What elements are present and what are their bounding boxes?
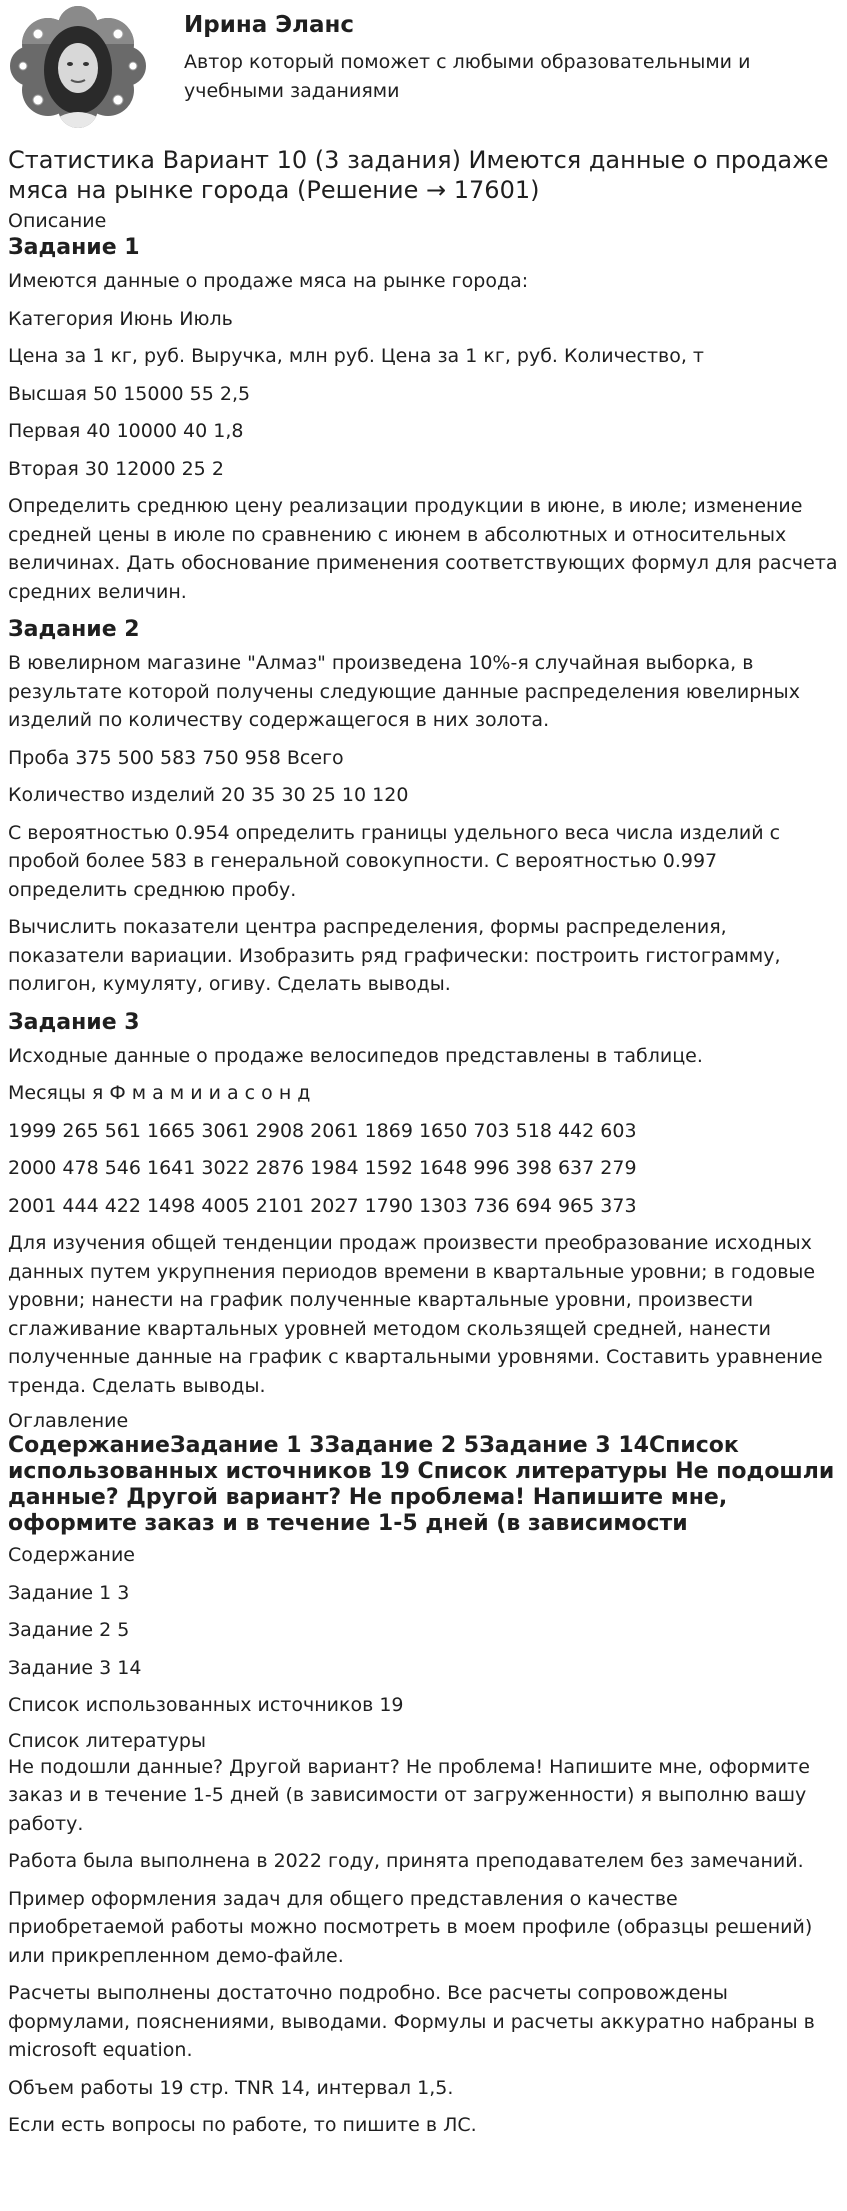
toc-item: Список использованных источников 19 — [8, 1694, 404, 1716]
task-paragraph: 2000 478 546 1641 3022 2876 1984 1592 1648 996 398 637 279 — [8, 1157, 637, 1179]
task-paragraph: Вычислить показатели центра распределения, формы распределения, показатели вариации. Изобразить ряд графически: построить гистограмму, полигон, кумуляту, огиву. Сделать выводы. — [8, 916, 781, 995]
task-paragraph: В ювелирном магазине "Алмаз" произведена 10%-я случайная выборка, в результате которой получены следующие данные распределения ювелирных изделий по количеству содержащегося в них золота. — [8, 652, 800, 731]
literature-label: Список литературы — [8, 1729, 206, 1752]
page-title: Статистика Вариант 10 (3 задания) Имеются данные о продаже мяса на рынке города (Решение → 17601) — [8, 146, 829, 204]
toc-summary: СодержаниеЗадание 1 3Задание 2 5Задание 3 14Список использованных источников 19 Список литературы Не подошли данные? Другой вариант? Не проблема! Напишите мне, оформите заказ и в течение 1-5 дней (в зависимости — [8, 1433, 835, 1536]
task-paragraph: Цена за 1 кг, руб. Выручка, млн руб. Цена за 1 кг, руб. Количество, т — [8, 345, 705, 367]
task-paragraph: Месяцы я Ф м а м и и а с о н д — [8, 1082, 311, 1104]
task-paragraph: 2001 444 422 1498 4005 2101 2027 1790 1303 736 694 965 373 — [8, 1194, 637, 1217]
task-title: Задание 1 — [8, 235, 140, 260]
task-2 — [8, 615, 840, 999]
author-avatar[interactable] — [8, 4, 148, 128]
literature-paragraph: Расчеты выполнены достаточно подробно. Все расчеты сопровождены формулами, пояснениями, выводами. Формулы и расчеты аккуратно набраны в microsoft equation. — [8, 1982, 815, 2061]
task-paragraph: Количество изделий 20 35 30 25 10 120 — [8, 784, 409, 806]
author-header — [0, 0, 847, 140]
literature-section — [8, 1729, 840, 2140]
literature-paragraph: Не подошли данные? Другой вариант? Не проблема! Напишите мне, оформите заказ и в течение 1-5 дней (в зависимости от загруженности) я выполню вашу работу. — [8, 1755, 810, 1835]
task-1 — [8, 233, 840, 606]
literature-paragraph: Работа была выполнена в 2022 году, принята преподавателем без замечаний. — [8, 1850, 804, 1872]
main-content — [8, 145, 840, 2149]
task-paragraph: Вторая 30 12000 25 2 — [8, 457, 224, 480]
toc-label: Оглавление — [8, 1410, 129, 1432]
task-paragraph: Определить среднюю цену реализации продукции в июне, в июле; изменение средней цены в июле по сравнению с июнем в абсолютных и относительных величинах. Дать обоснование применения соответствующих формул для расчета средних величин. — [8, 495, 838, 603]
table-of-contents — [8, 1409, 840, 1720]
task-paragraph: Проба 375 500 583 750 958 Всего — [8, 746, 344, 769]
literature-paragraph: Если есть вопросы по работе, то пишите в ЛС. — [8, 2114, 477, 2136]
task-paragraph: С вероятностью 0.954 определить границы удельного веса числа изделий с пробой более 583 в генеральной совокупности. С вероятностью 0.997 определить среднюю пробу. — [8, 821, 781, 901]
task-paragraph: Имеются данные о продаже мяса на рынке города: — [8, 270, 529, 292]
literature-paragraph: Объем работы 19 стр. TNR 14, интервал 1,5. — [8, 2076, 454, 2099]
task-paragraph: Для изучения общей тенденции продаж произвести преобразование исходных данных путем укрупнения периодов времени в квартальные уровни; в годовые уровни; нанести на график полученные квартальные уровни, произвести сглаживание квартальных уровней методом скользящей средней, нанести полученные данные на график с квартальными уровнями. Составить уравнение тренда. Сделать выводы. — [8, 1232, 823, 1397]
author-description: Автор который поможет с любыми образовательными и учебными заданиями — [184, 51, 751, 102]
task-title: Задание 2 — [8, 617, 140, 642]
task-paragraph: Первая 40 10000 40 1,8 — [8, 420, 244, 442]
task-paragraph: Высшая 50 15000 55 2,5 — [8, 382, 251, 405]
literature-paragraph: Пример оформления задач для общего представления о качестве приобретаемой работы можно посмотреть в моем профиле (образцы решений) или прикрепленном демо-файле. — [8, 1887, 813, 1967]
toc-item: Содержание — [8, 1544, 135, 1566]
task-paragraph: 1999 265 561 1665 3061 2908 2061 1869 1650 703 518 442 603 — [8, 1119, 637, 1142]
task-paragraph: Исходные данные о продаже велосипедов представлены в таблице. — [8, 1044, 703, 1067]
author-name[interactable]: Ирина Эланс — [184, 12, 355, 38]
description-label: Описание — [8, 210, 107, 232]
task-title: Задание 3 — [8, 1009, 140, 1035]
task-3 — [8, 1008, 840, 1401]
toc-item: Задание 1 3 — [8, 1581, 130, 1604]
task-paragraph: Категория Июнь Июль — [8, 307, 233, 330]
toc-item: Задание 2 5 — [8, 1619, 130, 1641]
toc-item: Задание 3 14 — [8, 1656, 142, 1679]
